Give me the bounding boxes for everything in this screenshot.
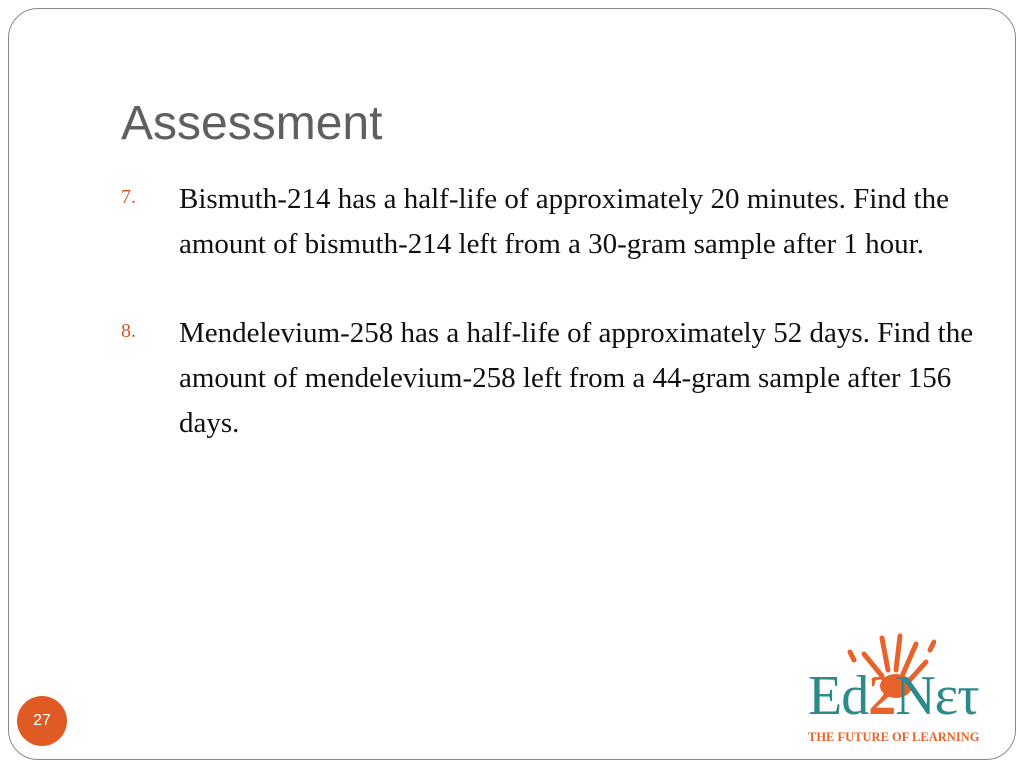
question-item (121, 177, 981, 267)
page-number-badge: 27 (17, 696, 67, 746)
logo-word-ed: Ed (808, 665, 869, 727)
logo-word-two: 2 (868, 665, 896, 727)
question-text: Mendelevium-258 has a half-life of approximately 52 days. Find the amount of mendelevium-258 left from a 44-gram sample after 156 days. (179, 317, 974, 439)
logo-word-net: Nετ (895, 665, 979, 727)
question-item (121, 311, 981, 446)
question-list (121, 177, 981, 490)
ed2net-logo (806, 630, 1010, 750)
logo-tagline: THE FUTURE OF LEARNING (808, 730, 980, 744)
logo-wordmark (808, 665, 979, 727)
question-number: 7. (121, 186, 136, 208)
slide-title: Assessment (121, 97, 383, 150)
question-number: 8. (121, 320, 136, 342)
question-text: Bismuth-214 has a half-life of approximately 20 minutes. Find the amount of bismuth-214 left from a 30-gram sample after 1 hour. (179, 183, 949, 260)
